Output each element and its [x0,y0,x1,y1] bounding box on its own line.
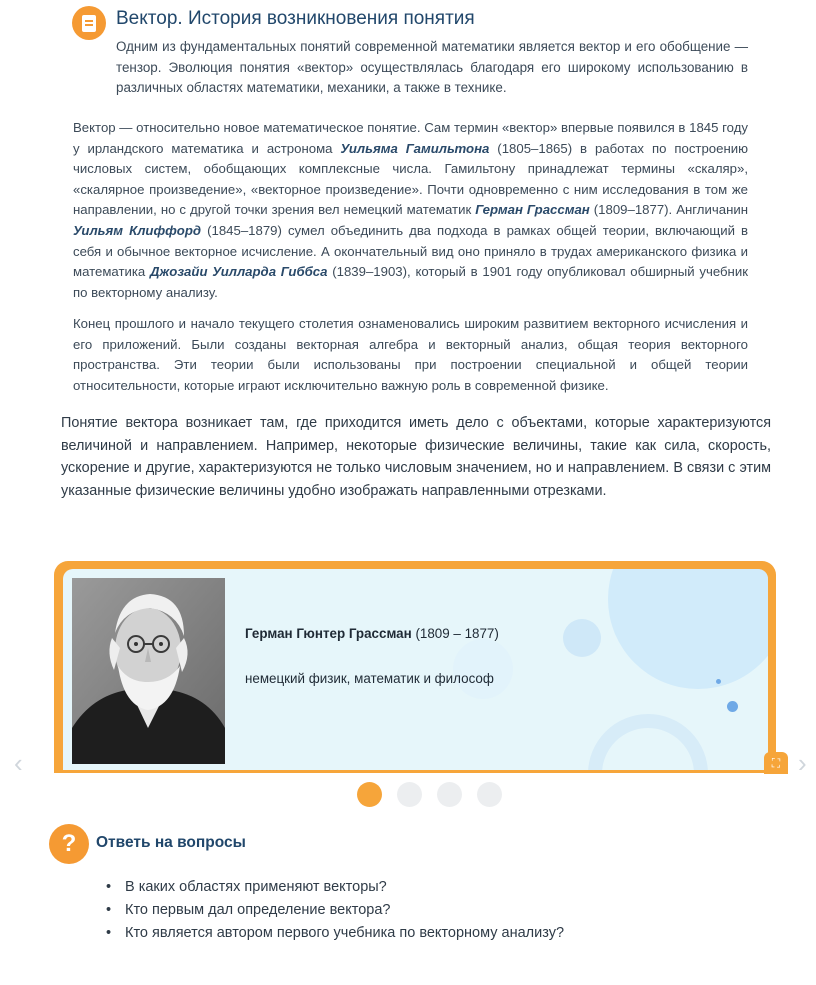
development-paragraph: Конец прошлого и начало текущего столетия ознаменовались широким развитием векторного исчисления и его приложений. Были созданы векторная алгебра и векторный анализ, общая теория векторного пространства. Эти теории были использованы при построении специальной и общей теории относительности, которые играют исключительно важную роль в современной физике. [73,316,748,393]
person-caption [245,626,499,641]
person-gibbs: Джозайи Уилларда Гиббса [150,264,328,280]
slide-dot-3[interactable] [437,782,462,807]
person-years: (1809 – 1877) [411,626,499,641]
page-title: Вектор. История возникновения понятия [116,8,475,29]
questions-list [106,876,564,945]
slide-card [63,569,768,770]
slide-dot-1[interactable] [357,782,382,807]
decor-ring [588,714,708,770]
text-fragment: (1839–1903), который в 1901 году опубликовал обширный учебник по векторному анализу. [73,264,748,300]
slide-dot-2[interactable] [397,782,422,807]
question-icon: ? [49,824,89,864]
person-clifford: Уильям Клиффорд [73,222,202,238]
expand-icon[interactable]: ⛶ [764,752,788,774]
text-fragment: Вектор — относительно новое математическое понятие. Сам термин «вектор» впервые появился в 1845 году у ирландского математика и астронома [73,120,748,156]
definition-paragraph: Понятие вектора возникает там, где приходится иметь дело с объектами, которые характеризуются величиной и направлением. Например, некоторые физические величины, такие как сила, скорость, ускорение и другие, характеризуются не только числовым значением, но и направлением. В связи с этим указанные физические величины удобно изображать направленными отрезками. [61,415,771,499]
questions-title: Ответь на вопросы [96,834,246,851]
decor-dot [716,679,721,684]
decor-dot [727,701,738,712]
question-item: • В каких областях применяют векторы? [106,876,564,899]
intro-text: Одним из фундаментальных понятий современной математики является вектор и его обобщение — тензор. Эволюция понятия «вектор» осуществлялась благодаря его широкому использованию в различных областях математики, механики, а также в технике. [116,39,748,95]
person-description: немецкий физик, математик и философ [245,671,494,686]
question-item: • Кто является автором первого учебника по векторному анализу? [106,922,564,945]
text-fragment: (1845–1879) сумел объединить два подхода в рамках общей теории, включающий в себя и обычное векторное исчисление. А окончательный вид оно приняло в трудах американского физика и математика [73,222,748,280]
text-fragment: (1805–1865) в работах по построению числовых систем, обобщающих комплексные числа. Гамильтону принадлежат термины «скаляр», «скалярное произведение», «векторное произведение». Почти одновременно с ним исследования в том же направлении, но с другой точки зрения вел немецкий математик [73,140,748,218]
chevron-right-icon[interactable]: › [798,748,807,778]
slider-pagination [357,782,502,807]
portrait-photo [72,578,225,764]
question-item: • Кто первым дал определение вектора? [106,899,564,922]
text-fragment: (1809–1877). Англичанин [589,202,749,218]
person-hamilton: Уильяма Гамильтона [340,140,490,156]
history-paragraph [73,118,748,303]
slide-dot-4[interactable] [477,782,502,807]
decor-bubble [453,639,513,699]
decor-bubble [563,619,601,657]
person-grassmann: Герман Грассман [475,202,590,218]
document-icon [72,6,106,40]
decor-bubble [608,569,768,689]
chevron-left-icon[interactable]: ‹ [14,748,23,778]
person-name: Герман Гюнтер Грассман [245,626,412,641]
